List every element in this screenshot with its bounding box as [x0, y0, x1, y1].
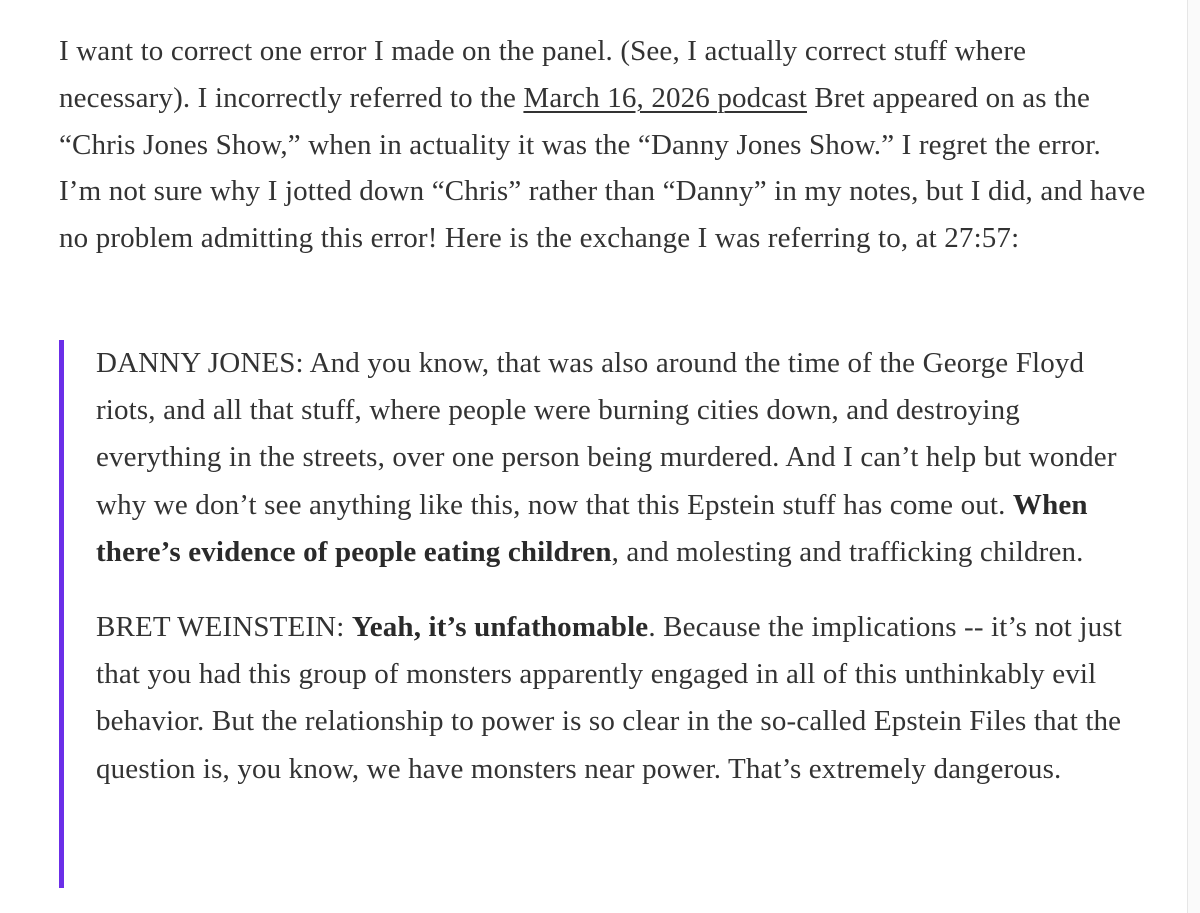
quote-bold-emphasis: When there’s evidence of people eating children: [96, 488, 1088, 568]
quote-paragraph-danny: [96, 340, 1149, 576]
quote-text: , and molesting and trafficking children.: [611, 535, 1084, 568]
quote-text: And you know, that was also around the time of the George Floyd riots, and all that stuff, where people were burning cities down, and destroying everything in the streets, over one person being murdered. And I can’t help but wonder why we don’t see anything like this, now that this Epstein stuff has come out.: [96, 347, 1117, 521]
article-body: [59, 28, 1149, 785]
speaker-danny-jones: DANNY JONES:: [96, 347, 304, 379]
quote-paragraph-bret: [96, 604, 1149, 793]
intro-text-before-link: I want to correct one error I made on the panel. (See, I actually correct stuff where necessary). I incorrectly referred to the: [59, 35, 1027, 114]
intro-text-after-link: Bret appeared on as the “Chris Jones Show,” when in actuality it was the “Danny Jones Show.” I regret the error. I’m not sure why I jotted down “Chris” rather than “Danny” in my notes, but I did, and have no problem admitting this error! Here is the exchange I was referring to, at 27:57:: [59, 81, 1146, 255]
podcast-link[interactable]: March 16, 2026 podcast: [523, 81, 807, 114]
transcript-blockquote: [59, 340, 1149, 888]
quote-text: . Because the implications -- it’s not just that you had this group of monsters apparently engaged in all of this unthinkably evil behavior. But the relationship to power is so clear in the so-called Epstein Files that the question is, you know, we have monsters near power. That’s extremely dangerous.: [96, 611, 1122, 785]
page-scrollbar[interactable]: [1187, 0, 1200, 913]
intro-paragraph: [59, 28, 1149, 262]
quote-bold-emphasis: Yeah, it’s unfathomable: [351, 611, 649, 644]
speaker-bret-weinstein: BRET WEINSTEIN:: [96, 611, 345, 644]
